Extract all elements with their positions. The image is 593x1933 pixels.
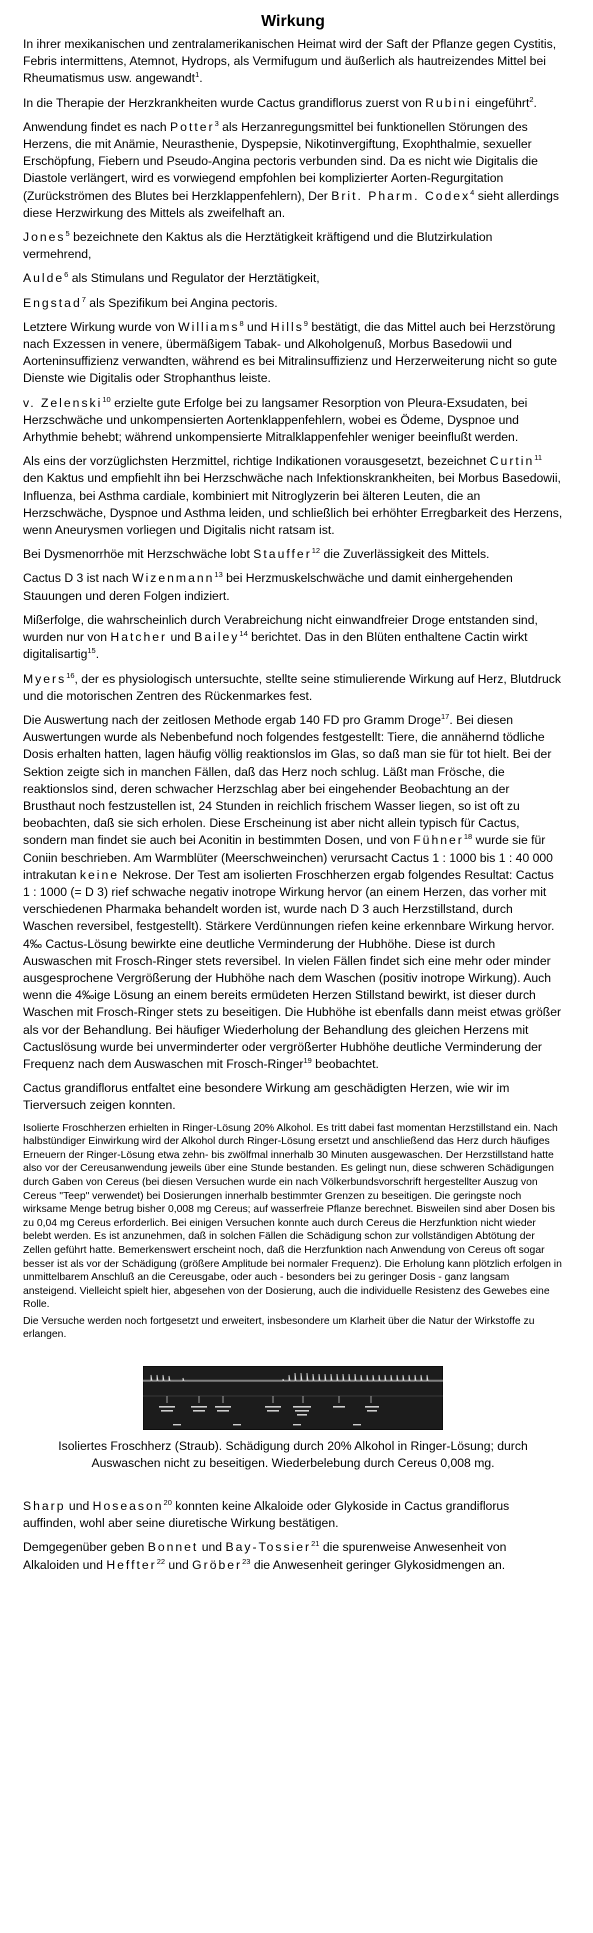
paragraph-2: In die Therapie der Herzkrankheiten wurde Cactus grandiflorus zuerst von Rubini eingeführt$^2$. bbox=[23, 94, 537, 110]
author-name: Bailey bbox=[194, 630, 240, 645]
text: . Bei diesen Auswertungen wurde als Nebenbefund noch folgendes festgestellt: Tiere, die annähernd tödliche Dosis erhalten hatten, lagen häufig völlig reaktionslos im Glas, so daß man sie für tot hielt. Bei der Sektion zeigte sich in manchen Fällen, daß das Herz noch schlug. Läßt man Frösche, die reaktionslos sind, deren schwacher Herzschlag aber bei eingehender Beobachtung an der Brusthaut noch festzustellen ist, 24 Stunden in reichlich frischem Wasser liegen, so ist oft zu beobachten, daß sie sich erholen. Diese Erscheinung ist aber nicht allein typisch für Cactus, sondern man findet sie auch bei Aconitin in bestimmten Dosen, und von bbox=[23, 712, 552, 848]
author-name: Rubini bbox=[425, 95, 472, 110]
text: , der es physiologisch untersuchte, stellte seine stimulierende Wirkung auf Herz, Blutdruck und die motorischen Zentren des Rückenmarkes fest. bbox=[23, 671, 561, 703]
paragraph-15: Cactus grandiflorus entfaltet eine besondere Wirkung am geschädigten Herzen, wie wir im Tierversuch zeigen konnten. bbox=[23, 1081, 510, 1113]
author-name: Bay-Tossier bbox=[225, 1540, 312, 1555]
footnote-ref: 15 bbox=[87, 646, 96, 656]
text: Mißerfolge, die wahrscheinlich durch Verabreichung nicht einwandfreier Droge entstanden sind, wurden nur von bbox=[23, 612, 538, 645]
figure bbox=[23, 1366, 563, 1472]
text: wurde sie für Coniin beschrieben. Am Warmblüter (Meerschweinchen) verursacht Cactus 1 : 1000 bis 1 : 40 000 intrakutan bbox=[23, 833, 553, 882]
text: und bbox=[198, 1540, 226, 1555]
paragraph-17 bbox=[23, 1539, 563, 1573]
author-name: Sharp bbox=[23, 1499, 66, 1514]
paragraph-10 bbox=[23, 546, 563, 563]
footnote-ref: 2 bbox=[529, 94, 534, 104]
small-paragraph-1: Isolierte Froschherzen erhielten in Ringer-Lösung 20% Alkohol. Es tritt dabei fast momentan Herzstillstand ein. Nach halbstündiger Einwirkung wird der Alkohol durch Ringer-Lösung ersetzt und anschließend das Herz durch häufiges Erneuern der Ringer-Lösung etwa zehn- bis zwölfmal innerhalb 30 Minuten ausgewaschen. Der Herzstillstand hatte also vor der Cereusanwendung jeweils über eine Stunde bestanden. Es gelingt nun, diese schweren Schädigungen durch Gaben von Cereus (bei diesen Versuchen wurde ein nach Völkerbundsvorschrift hergestellter Auszug von Cereus "Teep" verwendet) bei Dosierungen innerhalb bestimmter Grenzen zu beseitigen. Die geringste noch wirksame Menge betrug bisher 0,008 mg Cereus; auf wasserfreie Pflanze berechnet. Bisweilen sind aber Dosen bis zu 0,04 mg Cereus erforderlich. Bei einigen Versuchen konnte auch durch Cereus die Herzfunktion nicht wieder belebt werden. Es ist anzunehmen, daß in solchen Fällen die Schädigung schon zur vollständigen Abtötung der Zellen geführt hatte. Bemerkenswert erscheint noch, daß die Herzfunktion nach Anwendung von Cereus oft sogar besser ist als vor der Schädigung (größere Amplitude bei normaler Frequenz). Die Erholung kann plötzlich erfolgen in unmittelbarem Anschluß an die Cereusgabe, oder auch - besonders bei zu geringer Dosis - ganz langsam ansteigend. Vielleicht spielt hier, abgesehen von der Dosierung, auch die individuelle Resistenz des Gewebes eine Rolle. bbox=[23, 1122, 562, 1311]
text: die spurenweise Anwesenheit von Alkaloiden und bbox=[23, 1540, 507, 1572]
author-name: Williams bbox=[178, 319, 240, 334]
footnote-ref: 22 bbox=[156, 1556, 166, 1566]
author-name: Hoseason bbox=[92, 1499, 164, 1514]
kymograph-recording-image bbox=[143, 1366, 443, 1430]
footnote-ref: 20 bbox=[163, 1498, 172, 1508]
paragraph-1: In ihrer mexikanischen und zentralamerikanischen Heimat wird der Saft der Pflanze gegen Cystitis, Febris intermittens, Atemnot, Hydrops, als Vermifugum und äußerlich als hautreizendes Mittel bei Rheumatismus usw. angewandt$^1$. bbox=[23, 37, 557, 86]
text: bezeichnete den Kaktus als die Herztätigkeit kräftigend und die Blutzirkulation vermehrend, bbox=[23, 230, 493, 262]
footnote-ref: 14 bbox=[239, 629, 248, 639]
author-name: Potter bbox=[170, 119, 215, 134]
text: und bbox=[167, 630, 195, 645]
author-name: Hills bbox=[270, 319, 304, 334]
text: erzielte gute Erfolge bei zu langsamer Resorption von Pleura-Exsudaten, bei Herzschwäche und unkompensierten Aortenklappenfehlern, wobei es Ödeme, Dyspnoe und Arhythmie behebt; während unkompensierte Mitralklappenfehler weniger beeinflußt werden. bbox=[23, 395, 528, 445]
text: und bbox=[165, 1557, 193, 1572]
paragraph-12: Mißerfolge, die wahrscheinlich durch Verabreichung nicht einwandfreier Droge entstanden sind, wurden nur von Hatcher und Bailey$^{14}$ berichtet. Das in den Blüten enthaltene Cactin wirkt digitalisartig$^{15}$. bbox=[23, 612, 538, 662]
document-page bbox=[23, 12, 563, 1581]
text: Letztere Wirkung wurde von bbox=[23, 319, 179, 334]
text: bestätigt, die das Mittel auch bei Herzstörung nach Exzessen in venere, übermäßigem Tabak- und Alkoholgenuß, Morbus Basedowii und Aorteninsuffizienz verwandten, während es bei Mitralinsuffizienz und Herzerweiterung nicht so gute Dienste wie Digitalis oder Strophanthus leiste. bbox=[23, 319, 558, 386]
author-name: Wizenmann bbox=[132, 571, 215, 586]
footnote-ref: 9 bbox=[303, 318, 308, 328]
text: sieht allerdings diese Herzwirkung des Mittels als zweifelhaft an. bbox=[23, 188, 560, 220]
paragraph-6 bbox=[23, 295, 563, 312]
text: Demgegenüber geben bbox=[23, 1540, 148, 1555]
paragraph-9 bbox=[23, 453, 563, 539]
footnote-ref: 10 bbox=[102, 394, 111, 404]
text: und bbox=[243, 319, 271, 334]
emphasis: keine bbox=[79, 867, 120, 882]
text: konnten keine Alkaloide oder Glykoside in Cactus grandiflorus auffinden, wohl aber seine diuretische Wirkung bestätigen. bbox=[23, 1499, 510, 1531]
text: den Kaktus und empfiehlt ihn bei Herzschwäche nach Infektionskrankheiten, bei Morbus Basedowii, Influenza, bei Asthma cardiale, kombiniert mit Nitroglyzerin bei älteren Leuten, die an Herzschwäche, Dyspnoe und Asthma leiden, und schließlich bei erhöhter Erregbarkeit des Herzens, wenn Aneurysmen vorliegen und Digitalis nicht ratsam ist. bbox=[23, 471, 563, 538]
author-name: Myers bbox=[23, 671, 67, 686]
paragraph-7 bbox=[23, 319, 563, 388]
text: Nekrose. Der Test am isolierten Froschherzen ergab folgendes Resultat: Cactus 1 : 1000 (= D 3) rief schwache negativ inotrope Wirkung hervor (an einem Herzen, das vorher mit verschiedenen Pharmaka behandelt worden ist, wurde nach D 3 auch Herzstillstand, durch Waschen reversibel, festgestellt). Stärkere Verdünnungen riefen keine erkennbare Wirkung hervor. 4‰ Cactus-Lösung bewirkte eine deutliche Verminderung der Hubhöhe. Diese ist durch Auswaschen mit Frosch-Ringer stets reversibel. In vielen Fällen findet sich eine mehr oder minder ausgesprochene Vergrößerung der Hubhöhe nach dem Waschen (positiv inotrope Wirkung). Auch wenn die 4‰ige Lösung an einem bereits ermüdeten Herzen Stillstand bewirkt, ist dieser durch Waschen mit Frosch-Ringer stets zu beseitigen. Die Hubhöhe ist ebenfalls dann meist etwas größer als vor der Behandlung. Bei häufiger Wiederholung der Behandlung des gleichen Herzens mit Cactuslösung wurde bei unverminderter oder vergrößerter Hubhöhe deutliche Verminderung der Frequenz nach dem Auswaschen mit Frosch-Ringer bbox=[23, 867, 562, 1071]
footnote-ref: 7 bbox=[81, 294, 86, 304]
footnote-ref: 5 bbox=[65, 228, 70, 238]
text: Die Auswertung nach der zeitlosen Methode ergab 140 FD pro Gramm Droge bbox=[23, 712, 441, 727]
small-paragraph-2: Die Versuche werden noch fortgesetzt und erweitert, insbesondere um Klarheit über die Natur der Wirkstoffe zu erlangen. bbox=[23, 1315, 535, 1341]
text: Anwendung findet es nach bbox=[23, 119, 171, 134]
paragraph-4 bbox=[23, 229, 563, 263]
text: als Stimulans und Regulator der Herztätigkeit, bbox=[68, 271, 320, 286]
footnote-ref: 11 bbox=[534, 453, 543, 463]
footnote-ref: 13 bbox=[214, 570, 223, 580]
author-name: v. Zelenski bbox=[23, 395, 103, 410]
text: eingeführt bbox=[471, 95, 530, 110]
footnote-ref: 18 bbox=[463, 832, 473, 842]
author-name: Bonnet bbox=[147, 1540, 199, 1555]
text: und bbox=[65, 1499, 93, 1514]
paragraph-3 bbox=[23, 119, 563, 222]
text: In die Therapie der Herzkrankheiten wurde Cactus grandiflorus zuerst von bbox=[23, 95, 426, 110]
paragraph-5 bbox=[23, 270, 563, 287]
footnote-ref: 17 bbox=[440, 711, 450, 721]
footnote-ref: 12 bbox=[311, 546, 321, 556]
footnote-ref: 4 bbox=[470, 187, 475, 197]
footnote-ref: 19 bbox=[303, 1055, 312, 1065]
footnote-ref: 8 bbox=[239, 318, 244, 328]
paragraph-13 bbox=[23, 671, 563, 705]
author-name: Heffter bbox=[106, 1557, 157, 1572]
footnote-ref: 23 bbox=[242, 1556, 251, 1566]
footnote-ref: 1 bbox=[195, 70, 200, 80]
text: Cactus D 3 ist nach bbox=[23, 571, 133, 586]
footnote-ref: 6 bbox=[64, 270, 69, 280]
figure-caption: Isoliertes Froschherz (Straub). Schädigung durch 20% Alkohol in Ringer-Lösung; durch Auswaschen nicht zu beseitigen. Wiederbelebung durch Cereus 0,008 mg. bbox=[58, 1439, 528, 1471]
text: Als eins der vorzüglichsten Herzmittel, richtige Indikationen vorausgesetzt, bezeichnet bbox=[23, 454, 490, 469]
paragraph-11 bbox=[23, 570, 563, 604]
paragraph-8 bbox=[23, 395, 563, 447]
paragraph-16 bbox=[23, 1498, 563, 1532]
footnote-ref: 16 bbox=[66, 670, 75, 680]
author-name: Aulde bbox=[23, 271, 65, 286]
author-name: Stauffer bbox=[253, 547, 312, 562]
paragraph-14 bbox=[23, 712, 563, 1073]
section-title: Wirkung bbox=[261, 13, 325, 30]
text: die Zuverlässigkeit des Mittels. bbox=[320, 547, 490, 562]
footnote-ref: 3 bbox=[214, 118, 219, 128]
text: beobachtet. bbox=[311, 1056, 379, 1071]
small-print-block bbox=[23, 1122, 563, 1343]
author-name: Fühner bbox=[413, 833, 464, 848]
text: berichtet. Das in den Blüten enthaltene Cactin wirkt digitalisartig bbox=[23, 630, 528, 662]
author-name: Gröber bbox=[192, 1557, 243, 1572]
text: als Spezifikum bei Angina pectoris. bbox=[85, 295, 278, 310]
author-name: Engstad bbox=[23, 295, 82, 310]
text: bei Herzmuskelschwäche und damit einhergehenden Stauungen und deren Folgen indiziert. bbox=[23, 571, 513, 603]
text: Bei Dysmenorrhöe mit Herzschwäche lobt bbox=[23, 547, 254, 562]
author-name: Curtin bbox=[489, 454, 535, 469]
author-name: Jones bbox=[23, 230, 66, 245]
text: die Anwesenheit geringer Glykosidmengen an. bbox=[250, 1557, 506, 1572]
text: als Herzanregungsmittel bei funktionellen Störungen des Herzens, die mit Anämie, Neurasthenie, Dyspepsie, Nikotinvergiftung, Exophthalmie, sexueller Erschöpfung, Fiebern und Pseudo-Angina pectoris verbunden sind. Da es nicht wie Digitalis die Diastole verlängert, wird es vorwiegend empfohlen bei komplizierter Aorten-Regurgitation (Zurückströmen des Blutes bei Herzklappenfehlern), Der bbox=[23, 119, 538, 203]
author-name: Hatcher bbox=[110, 630, 168, 645]
source-name: Brit. Pharm. Codex bbox=[331, 188, 471, 203]
footnote-ref: 21 bbox=[311, 1539, 320, 1549]
text: In ihrer mexikanischen und zentralamerikanischen Heimat wird der Saft der Pflanze gegen Cystitis, Febris intermittens, Atemnot, Hydrops, als Vermifugum und äußerlich als hautreizendes Mittel bei Rheumatismus usw. angewandt bbox=[23, 37, 557, 86]
